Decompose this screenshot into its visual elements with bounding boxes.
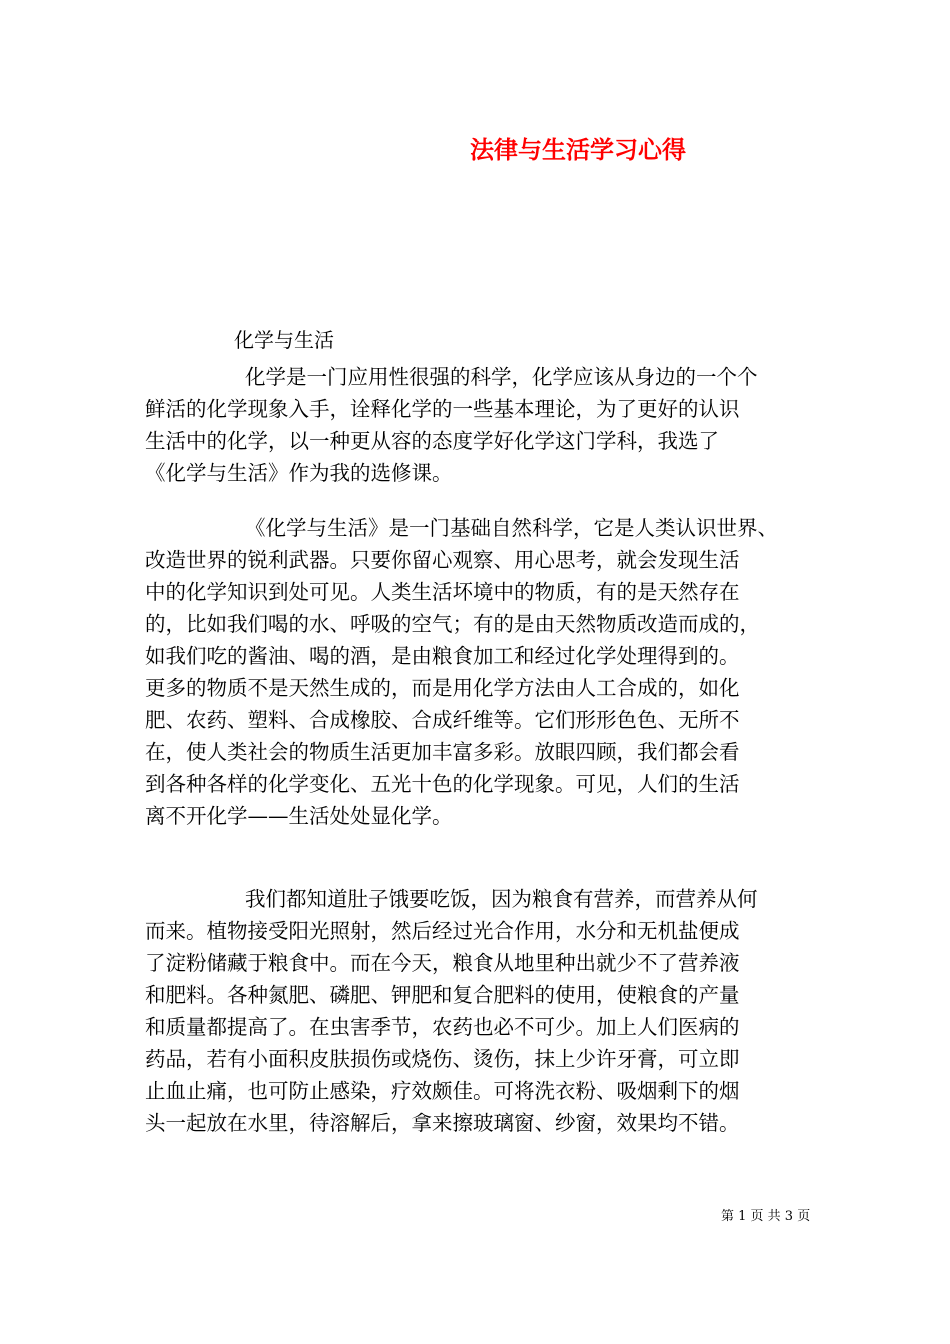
paragraph-line: 止血止痛，也可防止感染，疗效颇佳。可将洗衣粉、吸烟剩下的烟 — [145, 1079, 740, 1103]
paragraph-2 — [145, 512, 815, 832]
document-title: 法律与生活学习心得 — [470, 136, 686, 164]
paragraph-line: 到各种各样的化学变化、五光十色的化学现象。可见，人们的生活 — [145, 772, 740, 796]
paragraph-line: 在，使人类社会的物质生活更加丰富多彩。放眼四顾，我们都会看 — [145, 740, 740, 764]
paragraph-line: 生活中的化学，以一种更从容的态度学好化学这门学科，我选了 — [145, 429, 719, 453]
paragraph-line: 我们都知道肚子饿要吃饭，因为粮食有营养，而营养从何 — [245, 887, 758, 911]
paragraph-line: 中的化学知识到处可见。人类生活坏境中的物质，有的是天然存在 — [145, 580, 740, 604]
paragraph-line: 《化学与生活》是一门基础自然科学，它是人类认识世界、 — [245, 516, 778, 540]
paragraph-line: 如我们吃的酱油、喝的酒，是由粮食加工和经过化学处理得到的。 — [145, 644, 740, 668]
paragraph-line: 而来。植物接受阳光照射，然后经过光合作用，水分和无机盐便成 — [145, 919, 740, 943]
section-heading: 化学与生活 — [234, 328, 334, 352]
paragraph-line: 改造世界的锐利武器。只要你留心观察、用心思考，就会发现生活 — [145, 548, 740, 572]
paragraph-line: 了淀粉储藏于粮食中。而在今天，粮食从地里种出就少不了营养液 — [145, 951, 740, 975]
paragraph-3 — [145, 883, 815, 1139]
paragraph-line: 鲜活的化学现象入手，诠释化学的一些基本理论，为了更好的认识 — [145, 397, 740, 421]
paragraph-line: 肥、农药、塑料、合成橡胶、合成纤维等。它们形形色色、无所不 — [145, 708, 740, 732]
paragraph-line: 离不开化学——生活处处显化学。 — [145, 804, 453, 828]
paragraph-line: 和质量都提高了。在虫害季节，农药也必不可少。加上人们医病的 — [145, 1015, 740, 1039]
paragraph-line: 化学是一门应用性很强的科学，化学应该从身边的一个个 — [245, 365, 758, 389]
paragraph-line: 头一起放在水里，待溶解后，拿来擦玻璃窗、纱窗，效果均不错。 — [145, 1111, 740, 1135]
paragraph-1 — [145, 361, 815, 489]
page-number-footer: 第 1 页 共 3 页 — [721, 1209, 811, 1224]
paragraph-line: 药品，若有小面积皮肤损伤或烧伤、烫伤，抹上少许牙膏，可立即 — [145, 1047, 740, 1071]
paragraph-line: 《化学与生活》作为我的选修课。 — [145, 461, 453, 485]
paragraph-line: 的，比如我们喝的水、呼吸的空气；有的是由天然物质改造而成的， — [145, 612, 760, 636]
paragraph-line: 和肥料。各种氮肥、磷肥、钾肥和复合肥料的使用，使粮食的产量 — [145, 983, 740, 1007]
paragraph-line: 更多的物质不是天然生成的，而是用化学方法由人工合成的，如化 — [145, 676, 740, 700]
